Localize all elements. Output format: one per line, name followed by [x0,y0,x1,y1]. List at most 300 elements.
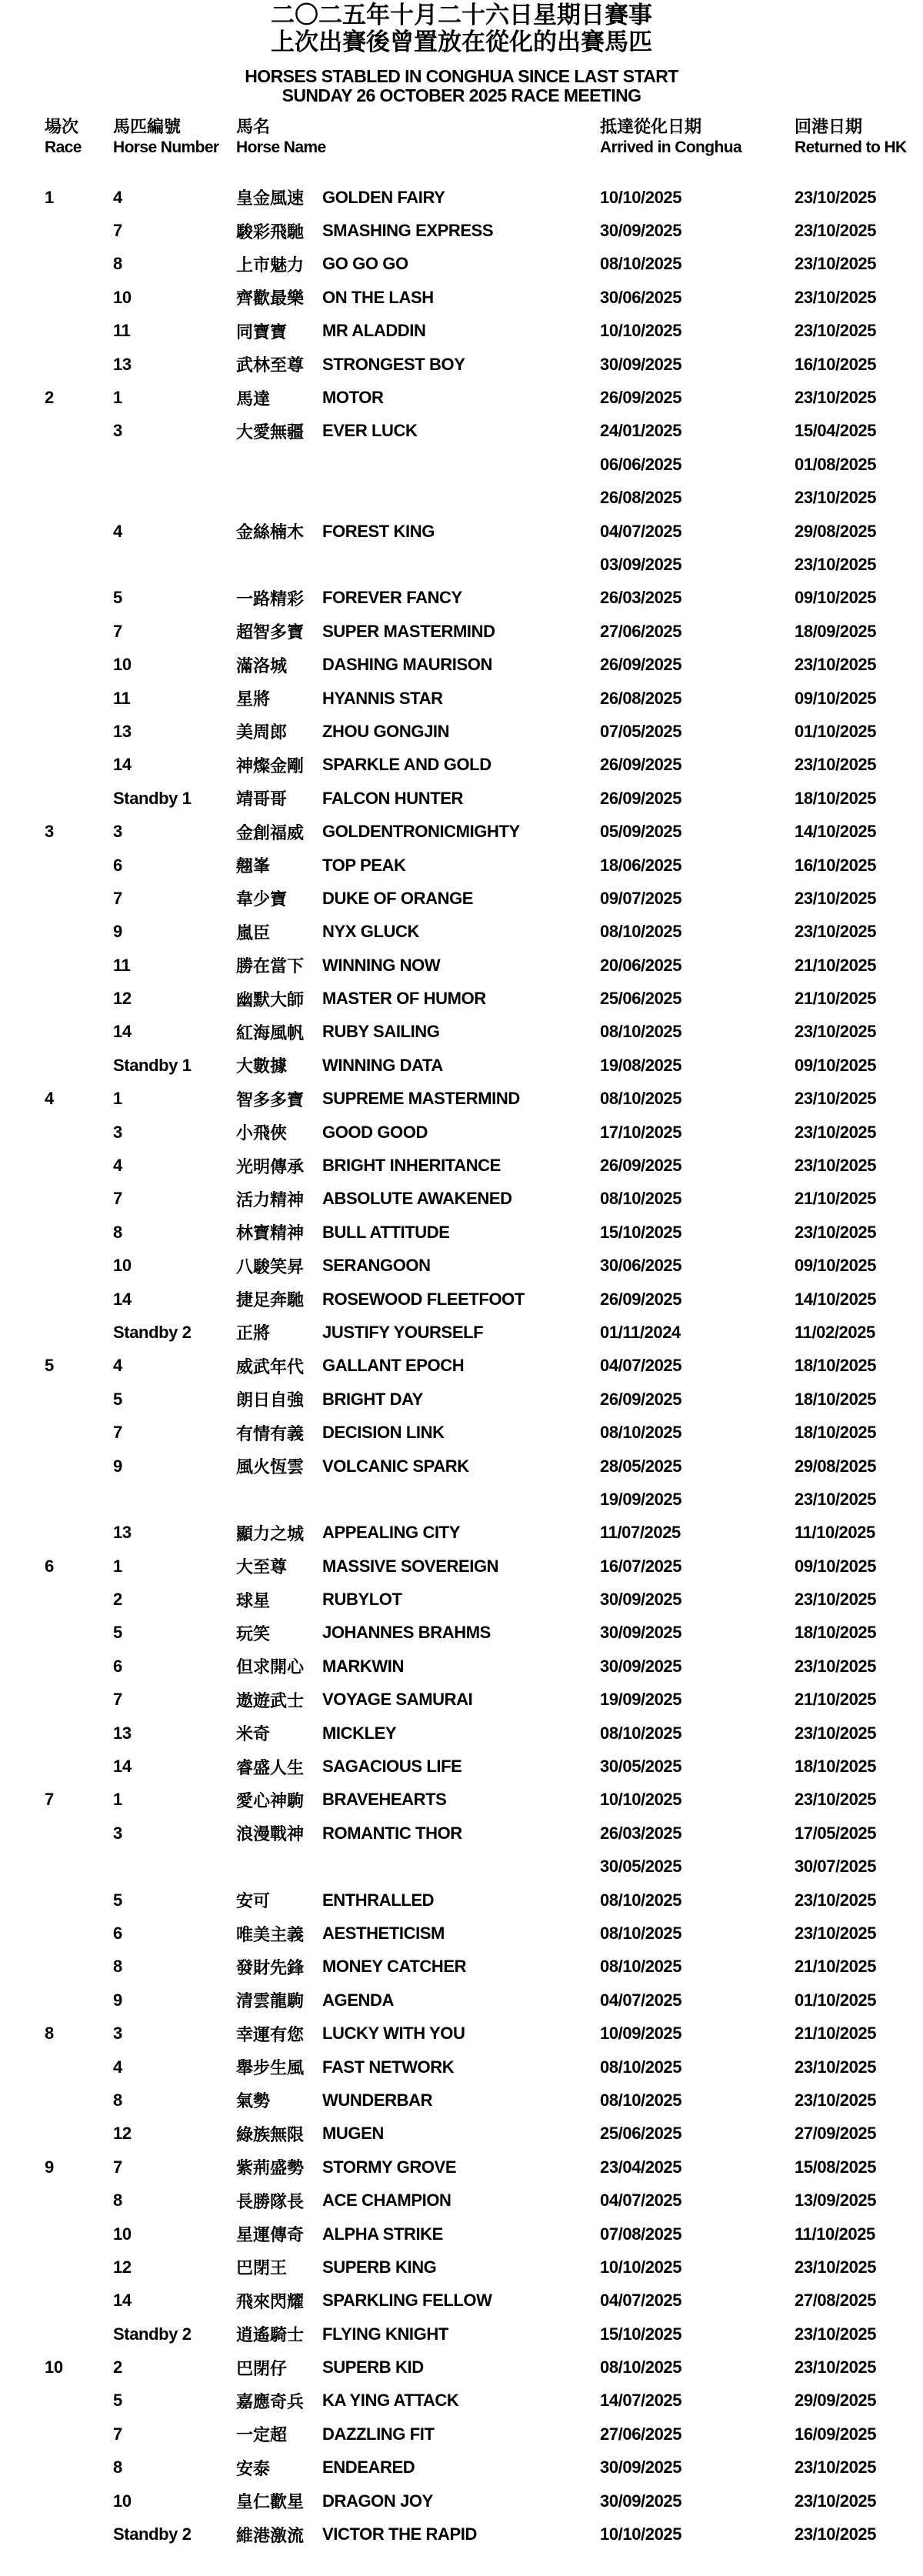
returned-to-hk-date: 09/10/2025 [795,1055,877,1075]
horse-name-english: MASSIVE SOVEREIGN [322,1556,499,1576]
horse-number: 9 [113,1456,122,1476]
returned-to-hk-date: 23/10/2025 [795,2357,877,2377]
title-english-line1: HORSES STABLED IN CONGHUA SINCE LAST START [245,66,678,86]
horse-name-english: FALCON HUNTER [322,788,464,808]
table-row [0,2418,923,2451]
horse-name-english: RUBYLOT [322,1590,402,1610]
horse-name-english: BULL ATTITUDE [322,1222,450,1242]
horse-name-chinese: 翹峯 [236,856,271,876]
arrived-in-conghua-date: 04/07/2025 [600,521,682,541]
horse-name-english: VOYAGE SAMURAI [322,1690,473,1710]
arrived-in-conghua-date: 28/05/2025 [600,1456,682,1476]
column-header-horse-number-en: Horse Number [113,138,219,156]
horse-number: 1 [113,1556,122,1576]
returned-to-hk-date: 09/10/2025 [795,1256,877,1276]
horse-name-chinese: 滿洛城 [236,656,288,676]
horse-name-chinese: 安泰 [236,2458,271,2478]
horse-number: 5 [113,1389,122,1409]
horse-name-english: MONEY CATCHER [322,1957,467,1977]
returned-to-hk-date: 01/10/2025 [795,721,877,741]
returned-to-hk-date: 23/10/2025 [795,1590,877,1610]
horse-name-chinese: 上市魅力 [236,255,305,275]
returned-to-hk-date: 23/10/2025 [795,554,877,574]
race-number: 1 [45,187,54,207]
returned-to-hk-date: 23/10/2025 [795,655,877,675]
arrived-in-conghua-date: 08/10/2025 [600,1924,682,1943]
horse-name-chinese: 米奇 [236,1724,271,1744]
arrived-in-conghua-date: 26/09/2025 [600,655,682,675]
returned-to-hk-date: 23/10/2025 [795,2090,877,2110]
returned-to-hk-date: 23/10/2025 [795,221,877,241]
race-number: 4 [45,1089,54,1109]
arrived-in-conghua-date: 07/05/2025 [600,721,682,741]
arrived-in-conghua-date: 26/08/2025 [600,488,682,508]
table-row [0,1583,923,1616]
horse-name-chinese: 活力精神 [236,1190,305,1210]
returned-to-hk-date: 15/08/2025 [795,2157,877,2177]
horse-name-chinese: 大愛無疆 [236,422,305,442]
horse-name-english: EVER LUCK [322,421,418,441]
horse-number: 8 [113,254,122,274]
returned-to-hk-date: 01/08/2025 [795,454,877,474]
table-row [0,1683,923,1717]
horse-number: 14 [113,755,132,775]
returned-to-hk-date: 16/10/2025 [795,855,877,875]
table-row [0,2251,923,2284]
horse-name-english: RUBY SAILING [322,1022,440,1042]
horse-number: 12 [113,2124,132,2144]
returned-to-hk-date: 23/10/2025 [795,254,877,274]
column-header-arrived [600,115,795,158]
horse-name-chinese: 武林至尊 [236,355,305,375]
arrived-in-conghua-date: 09/07/2025 [600,888,682,908]
horse-name-english: TOP PEAK [322,855,406,875]
arrived-in-conghua-date: 05/09/2025 [600,822,682,842]
arrived-in-conghua-date: 08/10/2025 [600,2357,682,2377]
returned-to-hk-date: 23/10/2025 [795,187,877,207]
table-row [0,348,923,381]
horse-name-english: FAST NETWORK [322,2057,455,2077]
horse-name-english: BRIGHT DAY [322,1389,423,1409]
returned-to-hk-date: 09/10/2025 [795,1556,877,1576]
horse-name-english: FOREVER FANCY [322,588,462,608]
horse-number: 14 [113,1022,132,1042]
race-number: 6 [45,1556,54,1576]
horse-name-chinese: 齊歡最樂 [236,289,305,309]
horse-name-chinese: 馬達 [236,389,271,409]
returned-to-hk-date: 29/08/2025 [795,521,877,541]
table-row [0,1850,923,1884]
arrived-in-conghua-date: 06/06/2025 [600,454,682,474]
horse-name-english: SUPER MASTERMIND [322,621,495,641]
column-header-returned-en: Returned to HK [795,138,907,156]
horse-number: 3 [113,2024,122,2044]
horse-number: 5 [113,1890,122,1910]
returned-to-hk-date: 14/10/2025 [795,1289,877,1309]
horse-number: 11 [113,321,131,341]
arrived-in-conghua-date: 10/10/2025 [600,187,682,207]
arrived-in-conghua-date: 30/09/2025 [600,1590,682,1610]
returned-to-hk-date: 23/10/2025 [795,1723,877,1743]
horse-number: 8 [113,1957,122,1977]
table-row [0,1350,923,1383]
horse-name-chinese: 幽默大師 [236,989,305,1009]
horse-name-chinese: 舉步生風 [236,2058,305,2078]
horse-name-chinese: 清雲龍駒 [236,1991,305,2011]
arrived-in-conghua-date: 08/10/2025 [600,1022,682,1042]
returned-to-hk-date: 21/10/2025 [795,1690,877,1710]
returned-to-hk-date: 23/10/2025 [795,1656,877,1676]
returned-to-hk-date: 23/10/2025 [795,1222,877,1242]
arrived-in-conghua-date: 19/08/2025 [600,1055,682,1075]
horse-number: 9 [113,1990,122,2010]
table-row [0,1049,923,1082]
race-number: 2 [45,388,54,408]
arrived-in-conghua-date: 08/10/2025 [600,2057,682,2077]
arrived-in-conghua-date: 18/06/2025 [600,855,682,875]
table-row [0,2284,923,2317]
horse-name-chinese: 正將 [236,1323,271,1343]
table-row [0,2117,923,2151]
column-header-returned [795,115,923,158]
table-row [0,482,923,515]
arrived-in-conghua-date: 15/10/2025 [600,1222,682,1242]
horse-name-english: APPEALING CITY [322,1523,460,1543]
table-row [0,415,923,448]
horse-name-english: ABSOLUTE AWAKENED [322,1189,512,1209]
returned-to-hk-date: 18/09/2025 [795,621,877,641]
horse-name-chinese: 安可 [236,1891,271,1911]
returned-to-hk-date: 21/10/2025 [795,989,877,1009]
arrived-in-conghua-date: 27/06/2025 [600,621,682,641]
horse-name-chinese: 林寶精神 [236,1223,305,1243]
horse-name-chinese: 捷足奔馳 [236,1290,305,1310]
arrived-in-conghua-date: 04/07/2025 [600,2291,682,2311]
table-row [0,515,923,548]
returned-to-hk-date: 17/05/2025 [795,1823,877,1843]
horse-name-english: SUPERB KID [322,2357,424,2377]
arrived-in-conghua-date: 10/10/2025 [600,2524,682,2544]
horse-number: 1 [113,388,122,408]
horse-name-chinese: 八駿笑昇 [236,1256,305,1276]
table-body [0,181,923,2551]
arrived-in-conghua-date: 08/10/2025 [600,254,682,274]
arrived-in-conghua-date: 11/07/2025 [600,1523,681,1543]
horse-name-english: DAZZLING FIT [322,2424,435,2444]
horse-name-chinese: 顯力之城 [236,1523,305,1543]
table-row [0,2384,923,2418]
horse-name-chinese: 嘉應奇兵 [236,2391,305,2411]
horse-name-english: ENDEARED [322,2458,415,2478]
horse-name-chinese: 星運傳奇 [236,2225,305,2245]
table-row [0,2217,923,2251]
horse-name-english: STRONGEST BOY [322,354,465,374]
horse-name-chinese: 同寶寶 [236,322,288,342]
returned-to-hk-date: 15/04/2025 [795,421,877,441]
table-row [0,1216,923,1249]
returned-to-hk-date: 23/10/2025 [795,888,877,908]
horse-name-chinese: 遨遊武士 [236,1690,305,1710]
horse-number: 10 [113,287,132,307]
table-row [0,1083,923,1116]
table-row [0,2351,923,2384]
table-row [0,548,923,581]
returned-to-hk-date: 21/10/2025 [795,1189,877,1209]
column-header-horse-name-en: Horse Name [236,138,326,156]
returned-to-hk-date: 23/10/2025 [795,755,877,775]
horse-name-chinese: 有情有義 [236,1423,305,1443]
horse-number: 7 [113,221,122,241]
arrived-in-conghua-date: 30/06/2025 [600,1256,682,1276]
horse-name-english: GOOD GOOD [322,1122,428,1142]
horse-number: 13 [113,1523,132,1543]
arrived-in-conghua-date: 15/10/2025 [600,2324,682,2344]
table-header [0,115,923,158]
horse-name-chinese: 小飛俠 [236,1123,288,1143]
horse-name-english: MR ALADDIN [322,321,426,341]
arrived-in-conghua-date: 30/05/2025 [600,1757,682,1777]
horse-number: 14 [113,1289,132,1309]
horse-name-chinese: 皇金風速 [236,189,305,209]
table-row [0,615,923,648]
returned-to-hk-date: 23/10/2025 [795,2491,877,2511]
horse-name-chinese: 紫荊盛勢 [236,2158,305,2178]
table-row [0,1383,923,1416]
returned-to-hk-date: 23/10/2025 [795,2524,877,2544]
table-row [0,982,923,1015]
horse-name-english: VOLCANIC SPARK [322,1456,469,1476]
horse-name-english: FOREST KING [322,521,435,541]
horse-number: 4 [113,187,122,207]
table-row [0,2151,923,2184]
horse-name-english: JUSTIFY YOURSELF [322,1322,484,1342]
horse-name-chinese: 皇仁歡星 [236,2492,305,2512]
horse-name-chinese: 朗日自強 [236,1390,305,1410]
returned-to-hk-date: 23/10/2025 [795,1156,877,1176]
horse-name-english: GALLANT EPOCH [322,1356,465,1376]
returned-to-hk-date: 23/10/2025 [795,388,877,408]
race-number: 10 [45,2357,63,2377]
arrived-in-conghua-date: 19/09/2025 [600,1489,682,1509]
table-row [0,815,923,848]
horse-name-english: SUPREME MASTERMIND [322,1089,520,1109]
arrived-in-conghua-date: 03/09/2025 [600,554,682,574]
horse-number: 4 [113,1156,122,1176]
horse-number: 3 [113,1823,122,1843]
table-row [0,648,923,681]
race-number: 8 [45,2024,54,2044]
arrived-in-conghua-date: 25/06/2025 [600,989,682,1009]
horse-name-english: STORMY GROVE [322,2157,457,2177]
table-row [0,582,923,615]
horse-name-chinese: 飛來閃耀 [236,2291,305,2311]
returned-to-hk-date: 23/10/2025 [795,1489,877,1509]
race-number: 5 [45,1356,54,1376]
arrived-in-conghua-date: 27/06/2025 [600,2424,682,2444]
horse-name-english: BRAVEHEARTS [322,1790,447,1810]
arrived-in-conghua-date: 23/04/2025 [600,2157,682,2177]
race-number: 9 [45,2157,54,2177]
horse-name-english: WINNING DATA [322,1055,443,1075]
horse-name-chinese: 紅海風帆 [236,1023,305,1043]
column-header-race-en: Race [45,138,82,156]
horse-number: 14 [113,2291,132,2311]
returned-to-hk-date: 27/09/2025 [795,2124,877,2144]
returned-to-hk-date: 09/10/2025 [795,588,877,608]
horse-number: 10 [113,2224,132,2244]
arrived-in-conghua-date: 08/10/2025 [600,2090,682,2110]
returned-to-hk-date: 13/09/2025 [795,2191,877,2211]
horse-number: 3 [113,822,122,842]
returned-to-hk-date: 16/10/2025 [795,354,877,374]
horse-name-chinese: 風火恆雲 [236,1457,305,1477]
arrived-in-conghua-date: 30/09/2025 [600,2458,682,2478]
horse-name-english: ACE CHAMPION [322,2191,452,2211]
table-row [0,882,923,915]
arrived-in-conghua-date: 30/09/2025 [600,1623,682,1643]
horse-name-english: SAGACIOUS LIFE [322,1757,462,1777]
horse-name-english: MASTER OF HUMOR [322,989,486,1009]
horse-number: 6 [113,1656,122,1676]
horse-name-english: ON THE LASH [322,287,434,307]
returned-to-hk-date: 18/10/2025 [795,1623,877,1643]
returned-to-hk-date: 23/10/2025 [795,2458,877,2478]
horse-number: 13 [113,721,132,741]
returned-to-hk-date: 23/10/2025 [795,1924,877,1943]
column-header-horse-number [113,115,236,158]
arrived-in-conghua-date: 10/09/2025 [600,2024,682,2044]
horse-number: 7 [113,2424,122,2444]
horse-name-english: LUCKY WITH YOU [322,2024,465,2044]
table-row [0,1717,923,1750]
table-row [0,916,923,949]
race-number: 7 [45,1790,54,1810]
column-header-horse-name-zh: 馬名 [236,117,271,136]
table-row [0,2050,923,2084]
table-row [0,2518,923,2551]
arrived-in-conghua-date: 08/10/2025 [600,1089,682,1109]
horse-name-chinese: 大至尊 [236,1557,288,1577]
arrived-in-conghua-date: 26/09/2025 [600,388,682,408]
table-row [0,1784,923,1817]
horse-name-chinese: 巴閉仔 [236,2358,288,2378]
table-row [0,2484,923,2518]
returned-to-hk-date: 23/10/2025 [795,1122,877,1142]
arrived-in-conghua-date: 26/09/2025 [600,1389,682,1409]
returned-to-hk-date: 18/10/2025 [795,1757,877,1777]
table-row [0,2084,923,2117]
table-row [0,1483,923,1516]
horse-name-english: MICKLEY [322,1723,397,1743]
returned-to-hk-date: 18/10/2025 [795,1423,877,1443]
horse-number: 10 [113,1256,132,1276]
arrived-in-conghua-date: 16/07/2025 [600,1556,682,1576]
horse-number: 10 [113,2491,132,2511]
returned-to-hk-date: 01/10/2025 [795,1990,877,2010]
column-header-arrived-zh: 抵達從化日期 [600,117,702,136]
arrived-in-conghua-date: 26/09/2025 [600,1156,682,1176]
returned-to-hk-date: 23/10/2025 [795,922,877,942]
arrived-in-conghua-date: 30/09/2025 [600,2491,682,2511]
arrived-in-conghua-date: 08/10/2025 [600,1957,682,1977]
horse-name-english: ZHOU GONGJIN [322,721,450,741]
horse-name-english: NYX GLUCK [322,922,419,942]
table-row [0,2317,923,2351]
horse-number: Standby 2 [113,2324,192,2344]
arrived-in-conghua-date: 19/09/2025 [600,1690,682,1710]
horse-name-english: SUPERB KING [322,2257,437,2277]
horse-number: 2 [113,1590,122,1610]
horse-name-english: MARKWIN [322,1656,404,1676]
horse-name-english: DRAGON JOY [322,2491,433,2511]
horse-number: 6 [113,1924,122,1943]
table-row [0,381,923,414]
table-row [0,1016,923,1049]
horse-number: 3 [113,421,122,441]
arrived-in-conghua-date: 08/10/2025 [600,1189,682,1209]
returned-to-hk-date: 23/10/2025 [795,287,877,307]
horse-name-english: SPARKLING FELLOW [322,2291,492,2311]
horse-number: Standby 1 [113,1055,192,1075]
horse-name-chinese: 綠族無限 [236,2124,305,2144]
table-row [0,1316,923,1349]
horse-name-english: GOLDENTRONICMIGHTY [322,822,520,842]
arrived-in-conghua-date: 30/09/2025 [600,354,682,374]
returned-to-hk-date: 16/09/2025 [795,2424,877,2444]
horse-name-english: SPARKLE AND GOLD [322,755,491,775]
horse-name-english: ROMANTIC THOR [322,1823,462,1843]
horse-number: 4 [113,2057,122,2077]
arrived-in-conghua-date: 14/07/2025 [600,2391,682,2411]
horse-number: 11 [113,688,131,708]
horse-number: 8 [113,1222,122,1242]
arrived-in-conghua-date: 08/10/2025 [600,1723,682,1743]
returned-to-hk-date: 23/10/2025 [795,1890,877,1910]
arrived-in-conghua-date: 20/06/2025 [600,955,682,975]
horse-name-chinese: 發財先鋒 [236,1957,305,1977]
table-row [0,1884,923,1917]
table-row [0,1517,923,1550]
arrived-in-conghua-date: 26/03/2025 [600,1823,682,1843]
horse-name-english: DUKE OF ORANGE [322,888,474,908]
horse-number: 7 [113,621,122,641]
horse-name-chinese: 金創福威 [236,823,305,843]
horse-name-english: MOTOR [322,388,384,408]
title-chinese-line1: 二〇二五年十月二十六日星期日賽事 [271,2,652,28]
arrived-in-conghua-date: 10/10/2025 [600,1790,682,1810]
horse-number: 8 [113,2458,122,2478]
horse-number: 8 [113,2090,122,2110]
returned-to-hk-date: 23/10/2025 [795,2257,877,2277]
horse-name-english: WUNDERBAR [322,2090,433,2110]
table-row [0,1149,923,1182]
horse-name-english: HYANNIS STAR [322,688,443,708]
column-header-race [45,115,113,158]
table-row [0,448,923,481]
horse-number: 11 [113,955,131,975]
horse-number: 7 [113,1189,122,1209]
horse-number: 1 [113,1089,122,1109]
horse-name-english: WINNING NOW [322,955,441,975]
table-row [0,782,923,815]
table-row [0,1984,923,2017]
returned-to-hk-date: 18/10/2025 [795,788,877,808]
horse-name-chinese: 星將 [236,689,271,709]
table-row [0,1450,923,1483]
horse-name-chinese: 睿盛人生 [236,1757,305,1777]
arrived-in-conghua-date: 07/08/2025 [600,2224,682,2244]
horse-name-english: FLYING KNIGHT [322,2324,448,2344]
